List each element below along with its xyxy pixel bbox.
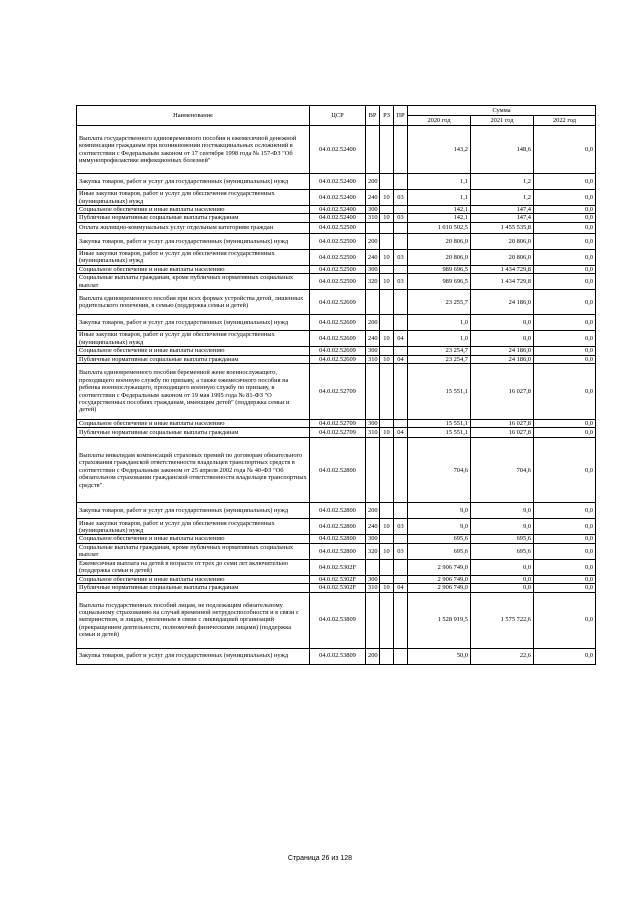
header-name: Наименование <box>77 106 310 126</box>
row-rz <box>380 347 394 355</box>
row-vr <box>366 364 380 420</box>
row-sum-2021: 0,0 <box>471 331 534 347</box>
row-sum-2022: 0,0 <box>534 174 596 190</box>
row-rz <box>380 559 394 575</box>
row-rz <box>380 503 394 519</box>
row-sum-2022: 0,0 <box>534 214 596 222</box>
row-sum-2021: 695,6 <box>471 543 534 559</box>
row-vr <box>366 592 380 648</box>
row-sum-2020: 20 806,0 <box>408 249 471 265</box>
row-pr <box>394 265 408 273</box>
row-pr: 03 <box>394 543 408 559</box>
row-pr <box>394 575 408 583</box>
row-sum-2020: 9,0 <box>408 519 471 535</box>
row-vr: 240 <box>366 331 380 347</box>
table-row <box>77 519 596 535</box>
row-code: 04.0.02.52500 <box>310 222 366 233</box>
row-sum-2021: 24 186,0 <box>471 347 534 355</box>
row-rz: 10 <box>380 214 394 222</box>
row-rz: 10 <box>380 428 394 438</box>
row-name: Социальное обеспечение и иные выплаты населению <box>77 265 310 273</box>
row-sum-2021: 9,0 <box>471 503 534 519</box>
row-name: Закупка товаров, работ и услуг для государственных (муниципальных) нужд <box>77 315 310 331</box>
row-code: 04.0.02.52800 <box>310 519 366 535</box>
row-pr <box>394 364 408 420</box>
row-name: Закупка товаров, работ и услуг для государственных (муниципальных) нужд <box>77 503 310 519</box>
row-sum-2021: 24 186,0 <box>471 355 534 363</box>
row-sum-2020: 704,6 <box>408 438 471 503</box>
row-rz: 10 <box>380 584 394 592</box>
row-sum-2020: 142,1 <box>408 206 471 214</box>
row-name: Социальное обеспечение и иные выплаты населению <box>77 535 310 543</box>
row-code: 04.0.02.52800 <box>310 543 366 559</box>
table-row <box>77 648 596 664</box>
row-code: 04.0.02.53809 <box>310 648 366 664</box>
table-row-group <box>77 222 596 233</box>
row-rz <box>380 126 394 174</box>
row-sum-2021: 20 806,0 <box>471 233 534 249</box>
row-pr <box>394 438 408 503</box>
row-vr: 320 <box>366 543 380 559</box>
budget-table <box>76 105 596 665</box>
row-code: 04.0.02.52709 <box>310 428 366 438</box>
row-sum-2022: 0,0 <box>534 543 596 559</box>
row-sum-2021: 1,2 <box>471 174 534 190</box>
row-code: 04.0.02.52609 <box>310 331 366 347</box>
header-year-2021: 2021 год <box>471 116 534 126</box>
row-sum-2021: 1 575 722,6 <box>471 592 534 648</box>
row-vr: 240 <box>366 249 380 265</box>
table-row <box>77 265 596 273</box>
table-row <box>77 274 596 290</box>
table-row <box>77 503 596 519</box>
row-sum-2020: 1,1 <box>408 190 471 206</box>
row-name: Выплата единовременного пособия беременной жене военнослужащего, проходящего военную службу по призыву, а также ежемесячного пособия на ребенка военнослужащего, проходящего военную службу по призыву, в соответствии с Федеральным законом от 19 мая 1995 года № 81-ФЗ "О государственных пособиях гражданам, имеющим детей" (поддержка семьи и детей) <box>77 364 310 420</box>
row-code: 04.0.02.52800 <box>310 438 366 503</box>
row-pr <box>394 559 408 575</box>
row-vr: 300 <box>366 206 380 214</box>
row-name: Социальное обеспечение и иные выплаты населению <box>77 206 310 214</box>
row-sum-2022: 0,0 <box>534 584 596 592</box>
header-pr: ПР <box>394 106 408 126</box>
row-sum-2020: 143,2 <box>408 126 471 174</box>
row-sum-2022: 0,0 <box>534 519 596 535</box>
row-code: 04.0.02.5302F <box>310 559 366 575</box>
row-rz <box>380 592 394 648</box>
row-rz: 10 <box>380 249 394 265</box>
table-row <box>77 206 596 214</box>
row-code: 04.0.02.52609 <box>310 355 366 363</box>
row-sum-2022: 0,0 <box>534 206 596 214</box>
row-name: Социальное обеспечение и иные выплаты населению <box>77 575 310 583</box>
table-row <box>77 428 596 438</box>
row-sum-2021: 22,6 <box>471 648 534 664</box>
row-name: Иные закупки товаров, работ и услуг для обеспечения государственных (муниципальных) нужд <box>77 249 310 265</box>
row-sum-2020: 23 254,7 <box>408 355 471 363</box>
table-row <box>77 575 596 583</box>
row-rz: 10 <box>380 355 394 363</box>
row-sum-2022: 0,0 <box>534 503 596 519</box>
table-row <box>77 174 596 190</box>
row-rz <box>380 575 394 583</box>
row-pr <box>394 420 408 428</box>
row-code: 04.0.02.52500 <box>310 274 366 290</box>
row-pr <box>394 347 408 355</box>
row-sum-2022: 0,0 <box>534 559 596 575</box>
header-sum: Сумма <box>408 106 596 116</box>
row-name: Социальное обеспечение и иные выплаты населению <box>77 347 310 355</box>
row-sum-2021: 0,0 <box>471 584 534 592</box>
row-sum-2022: 0,0 <box>534 274 596 290</box>
row-vr: 200 <box>366 315 380 331</box>
row-sum-2022: 0,0 <box>534 592 596 648</box>
header-year-2020: 2020 год <box>408 116 471 126</box>
row-sum-2021: 147,4 <box>471 214 534 222</box>
row-code: 04.0.02.5302F <box>310 584 366 592</box>
row-rz: 10 <box>380 519 394 535</box>
row-name: Публичные нормативные социальные выплаты гражданам <box>77 214 310 222</box>
row-vr: 300 <box>366 265 380 273</box>
row-sum-2020: 1,0 <box>408 331 471 347</box>
row-vr: 300 <box>366 347 380 355</box>
row-sum-2020: 1,0 <box>408 315 471 331</box>
row-vr <box>366 438 380 503</box>
row-rz <box>380 233 394 249</box>
row-name: Публичные нормативные социальные выплаты гражданам <box>77 355 310 363</box>
row-pr: 04 <box>394 428 408 438</box>
row-sum-2022: 0,0 <box>534 535 596 543</box>
row-sum-2020: 20 806,0 <box>408 233 471 249</box>
row-pr <box>394 648 408 664</box>
row-name: Выплаты государственных пособий лицам, не подлежащим обязательному социальному страхованию на случай временной нетрудоспособности и в связи с материнством, и лицам, уволенным в связи с ликвидацией организаций (прекращением деятельности, полномочий физическими лицами) (поддержка семьи и детей) <box>77 592 310 648</box>
row-pr: 03 <box>394 214 408 222</box>
table-row <box>77 355 596 363</box>
row-name: Закупка товаров, работ и услуг для государственных (муниципальных) нужд <box>77 174 310 190</box>
header-vr: ВР <box>366 106 380 126</box>
row-sum-2022: 0,0 <box>534 126 596 174</box>
row-pr: 04 <box>394 331 408 347</box>
row-pr <box>394 126 408 174</box>
header-year-2022: 2022 год <box>534 116 596 126</box>
row-pr <box>394 315 408 331</box>
row-sum-2020: 695,6 <box>408 535 471 543</box>
row-rz <box>380 648 394 664</box>
row-sum-2021: 16 027,8 <box>471 364 534 420</box>
table-row-group <box>77 290 596 315</box>
table-row-group <box>77 559 596 575</box>
row-vr: 240 <box>366 190 380 206</box>
row-sum-2020: 695,6 <box>408 543 471 559</box>
row-sum-2021: 1 434 729,8 <box>471 274 534 290</box>
row-pr: 03 <box>394 519 408 535</box>
row-name: Выплата единовременного пособия при всех формах устройства детей, лишенных родительского попечения, в семью (поддержка семьи и детей) <box>77 290 310 315</box>
row-sum-2022: 0,0 <box>534 428 596 438</box>
row-rz <box>380 174 394 190</box>
row-code: 04.0.02.52609 <box>310 347 366 355</box>
row-rz <box>380 364 394 420</box>
row-vr <box>366 222 380 233</box>
page-number: Страница 26 из 128 <box>287 855 353 862</box>
row-sum-2021: 147,4 <box>471 206 534 214</box>
row-code: 04.0.02.52500 <box>310 249 366 265</box>
row-pr <box>394 206 408 214</box>
row-vr: 310 <box>366 584 380 592</box>
row-sum-2020: 989 696,5 <box>408 274 471 290</box>
row-sum-2021: 1 455 535,8 <box>471 222 534 233</box>
row-rz <box>380 315 394 331</box>
row-rz: 10 <box>380 543 394 559</box>
table-row <box>77 214 596 222</box>
row-sum-2021: 16 027,8 <box>471 428 534 438</box>
row-sum-2020: 1 010 502,5 <box>408 222 471 233</box>
row-rz <box>380 206 394 214</box>
row-sum-2021: 704,6 <box>471 438 534 503</box>
row-code: 04.0.02.52400 <box>310 206 366 214</box>
row-sum-2022: 0,0 <box>534 355 596 363</box>
row-code: 04.0.02.52400 <box>310 174 366 190</box>
table-row-group <box>77 592 596 648</box>
row-vr: 300 <box>366 420 380 428</box>
row-sum-2021: 1 434 729,8 <box>471 265 534 273</box>
row-rz <box>380 222 394 233</box>
row-sum-2020: 2 906 749,0 <box>408 559 471 575</box>
row-vr: 300 <box>366 575 380 583</box>
row-pr <box>394 503 408 519</box>
row-name: Закупка товаров, работ и услуг для государственных (муниципальных) нужд <box>77 648 310 664</box>
row-vr: 310 <box>366 355 380 363</box>
row-sum-2022: 0,0 <box>534 290 596 315</box>
row-sum-2022: 0,0 <box>534 420 596 428</box>
row-name: Иные закупки товаров, работ и услуг для обеспечения государственных (муниципальных) нужд <box>77 331 310 347</box>
table-row <box>77 535 596 543</box>
row-vr <box>366 559 380 575</box>
row-sum-2021: 9,0 <box>471 519 534 535</box>
table-row <box>77 420 596 428</box>
row-sum-2022: 0,0 <box>534 438 596 503</box>
row-sum-2020: 15 551,1 <box>408 420 471 428</box>
row-name: Оплата жилищно-коммунальных услуг отдельным категориям граждан <box>77 222 310 233</box>
table-row <box>77 315 596 331</box>
row-sum-2020: 1 528 919,5 <box>408 592 471 648</box>
row-rz <box>380 438 394 503</box>
row-vr: 200 <box>366 503 380 519</box>
row-name: Закупка товаров, работ и услуг для государственных (муниципальных) нужд <box>77 233 310 249</box>
row-code: 04.0.02.52609 <box>310 315 366 331</box>
row-name: Публичные нормативные социальные выплаты гражданам <box>77 584 310 592</box>
row-pr: 04 <box>394 355 408 363</box>
row-sum-2022: 0,0 <box>534 331 596 347</box>
table-row <box>77 331 596 347</box>
row-pr: 04 <box>394 584 408 592</box>
row-sum-2020: 9,0 <box>408 503 471 519</box>
table-row <box>77 233 596 249</box>
row-pr <box>394 290 408 315</box>
row-pr: 03 <box>394 249 408 265</box>
row-vr: 310 <box>366 428 380 438</box>
row-vr <box>366 126 380 174</box>
row-name: Выплата государственного единовременного пособия и ежемесячной денежной компенсации гражданам при возникновении поствакцинальных осложнений в соответствии с Федеральным законом от 17 сентября 1998 года № 157-ФЗ "Об иммунопрофилактике инфекционных болезней" <box>77 126 310 174</box>
row-name: Социальное обеспечение и иные выплаты населению <box>77 420 310 428</box>
row-code: 04.0.02.52609 <box>310 290 366 315</box>
row-sum-2021: 20 806,0 <box>471 249 534 265</box>
row-code: 04.0.02.52400 <box>310 126 366 174</box>
row-sum-2020: 15 551,1 <box>408 428 471 438</box>
table-row <box>77 190 596 206</box>
row-sum-2020: 15 551,1 <box>408 364 471 420</box>
row-sum-2021: 0,0 <box>471 575 534 583</box>
row-sum-2021: 695,6 <box>471 535 534 543</box>
row-name: Иные закупки товаров, работ и услуг для обеспечения государственных (муниципальных) нужд <box>77 519 310 535</box>
row-code: 04.0.02.53809 <box>310 592 366 648</box>
row-code: 04.0.02.52400 <box>310 214 366 222</box>
row-sum-2022: 0,0 <box>534 222 596 233</box>
row-pr <box>394 233 408 249</box>
row-pr <box>394 592 408 648</box>
table-row-group <box>77 438 596 503</box>
row-vr: 320 <box>366 274 380 290</box>
table-row-group <box>77 364 596 420</box>
row-sum-2021: 16 027,8 <box>471 420 534 428</box>
row-sum-2021: 24 186,0 <box>471 290 534 315</box>
row-sum-2021: 0,0 <box>471 315 534 331</box>
row-sum-2022: 0,0 <box>534 347 596 355</box>
row-sum-2022: 0,0 <box>534 233 596 249</box>
row-vr: 200 <box>366 648 380 664</box>
row-name: Социальные выплаты гражданам, кроме публичных нормативных социальных выплат <box>77 274 310 290</box>
row-rz <box>380 420 394 428</box>
row-vr: 200 <box>366 233 380 249</box>
row-sum-2021: 1,2 <box>471 190 534 206</box>
row-sum-2020: 23 254,7 <box>408 347 471 355</box>
row-sum-2022: 0,0 <box>534 315 596 331</box>
row-pr <box>394 222 408 233</box>
table-body <box>77 126 596 665</box>
row-sum-2020: 989 696,5 <box>408 265 471 273</box>
row-sum-2022: 0,0 <box>534 249 596 265</box>
row-name: Публичные нормативные социальные выплаты гражданам <box>77 428 310 438</box>
row-sum-2020: 2 906 749,0 <box>408 584 471 592</box>
row-rz <box>380 535 394 543</box>
row-name: Социальные выплаты гражданам, кроме публичных нормативных социальных выплат <box>77 543 310 559</box>
row-code: 04.0.02.52400 <box>310 190 366 206</box>
row-pr: 03 <box>394 274 408 290</box>
row-sum-2022: 0,0 <box>534 648 596 664</box>
header-code: ЦСР <box>310 106 366 126</box>
row-sum-2022: 0,0 <box>534 364 596 420</box>
row-code: 04.0.02.52500 <box>310 233 366 249</box>
row-code: 04.0.02.52800 <box>310 503 366 519</box>
table-row <box>77 543 596 559</box>
row-vr: 240 <box>366 519 380 535</box>
row-vr <box>366 290 380 315</box>
header-rz: РЗ <box>380 106 394 126</box>
row-vr: 200 <box>366 174 380 190</box>
row-rz <box>380 265 394 273</box>
row-code: 04.0.02.5302F <box>310 575 366 583</box>
row-sum-2020: 23 255,7 <box>408 290 471 315</box>
row-code: 04.0.02.52709 <box>310 420 366 428</box>
row-code: 04.0.02.52800 <box>310 535 366 543</box>
row-sum-2020: 142,1 <box>408 214 471 222</box>
row-code: 04.0.02.52500 <box>310 265 366 273</box>
row-sum-2022: 0,0 <box>534 575 596 583</box>
row-name: Иные закупки товаров, работ и услуг для обеспечения государственных (муниципальных) нужд <box>77 190 310 206</box>
table-row <box>77 249 596 265</box>
row-code: 04.0.02.52709 <box>310 364 366 420</box>
row-rz: 10 <box>380 190 394 206</box>
row-sum-2020: 2 906 749,0 <box>408 575 471 583</box>
row-vr: 310 <box>366 214 380 222</box>
table-row <box>77 584 596 592</box>
table-row <box>77 347 596 355</box>
row-rz: 10 <box>380 331 394 347</box>
row-sum-2022: 0,0 <box>534 190 596 206</box>
row-pr <box>394 174 408 190</box>
row-sum-2021: 0,0 <box>471 559 534 575</box>
row-name: Выплаты инвалидам компенсаций страховых премий по договорам обязательного страхования гражданской ответственности владельцев транспортных средств в соответствии с Федеральным законом от 25 апреля 2002 года № 40-ФЗ "Об обязательном страховании гражданской ответственности владельцев транспортных средств" <box>77 438 310 503</box>
table-row-group <box>77 126 596 174</box>
row-vr: 300 <box>366 535 380 543</box>
row-rz <box>380 290 394 315</box>
row-sum-2020: 1,1 <box>408 174 471 190</box>
row-name: Ежемесячная выплата на детей в возрасте от трех до семи лет включительно (поддержка семьи и детей) <box>77 559 310 575</box>
row-pr: 03 <box>394 190 408 206</box>
row-sum-2020: 50,0 <box>408 648 471 664</box>
row-pr <box>394 535 408 543</box>
row-sum-2021: 148,6 <box>471 126 534 174</box>
row-rz: 10 <box>380 274 394 290</box>
row-sum-2022: 0,0 <box>534 265 596 273</box>
